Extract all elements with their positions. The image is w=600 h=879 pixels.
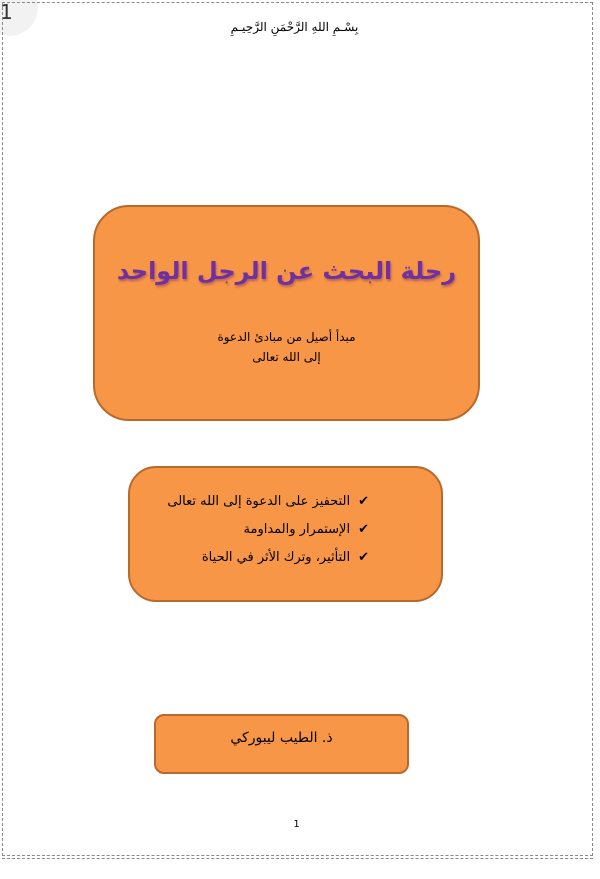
basmala-header: بِسْـمِ اللهِ الرَّحْمَنِ الرَّحِيـمِ	[230, 20, 359, 34]
point-text: الإستمرار والمداومة	[243, 522, 351, 537]
point-text: التحفيز على الدعوة إلى الله تعالى	[167, 494, 351, 509]
check-icon: ✔	[358, 522, 369, 537]
author-name: ذ. الطيب ليبوركي	[230, 730, 333, 746]
document-title: رحلة البحث عن الرجل الواحد	[116, 257, 457, 285]
check-icon: ✔	[358, 494, 369, 509]
list-item	[167, 544, 369, 572]
list-item	[167, 488, 369, 516]
subtitle-line-1: مبدأ أصيل من مبادئ الدعوة	[217, 330, 356, 344]
page-number: 1	[293, 819, 300, 830]
points-list	[167, 488, 369, 572]
subtitle-line-2: إلى الله تعالى	[252, 350, 321, 364]
author-box	[154, 714, 409, 774]
corner-page-label: 1	[0, 0, 13, 24]
document-subtitle	[95, 327, 478, 367]
list-item	[167, 516, 369, 544]
point-text: التأثير، وترك الأثر في الحياة	[201, 550, 351, 565]
title-box	[93, 205, 480, 421]
check-icon: ✔	[358, 550, 369, 565]
points-box	[128, 466, 443, 602]
